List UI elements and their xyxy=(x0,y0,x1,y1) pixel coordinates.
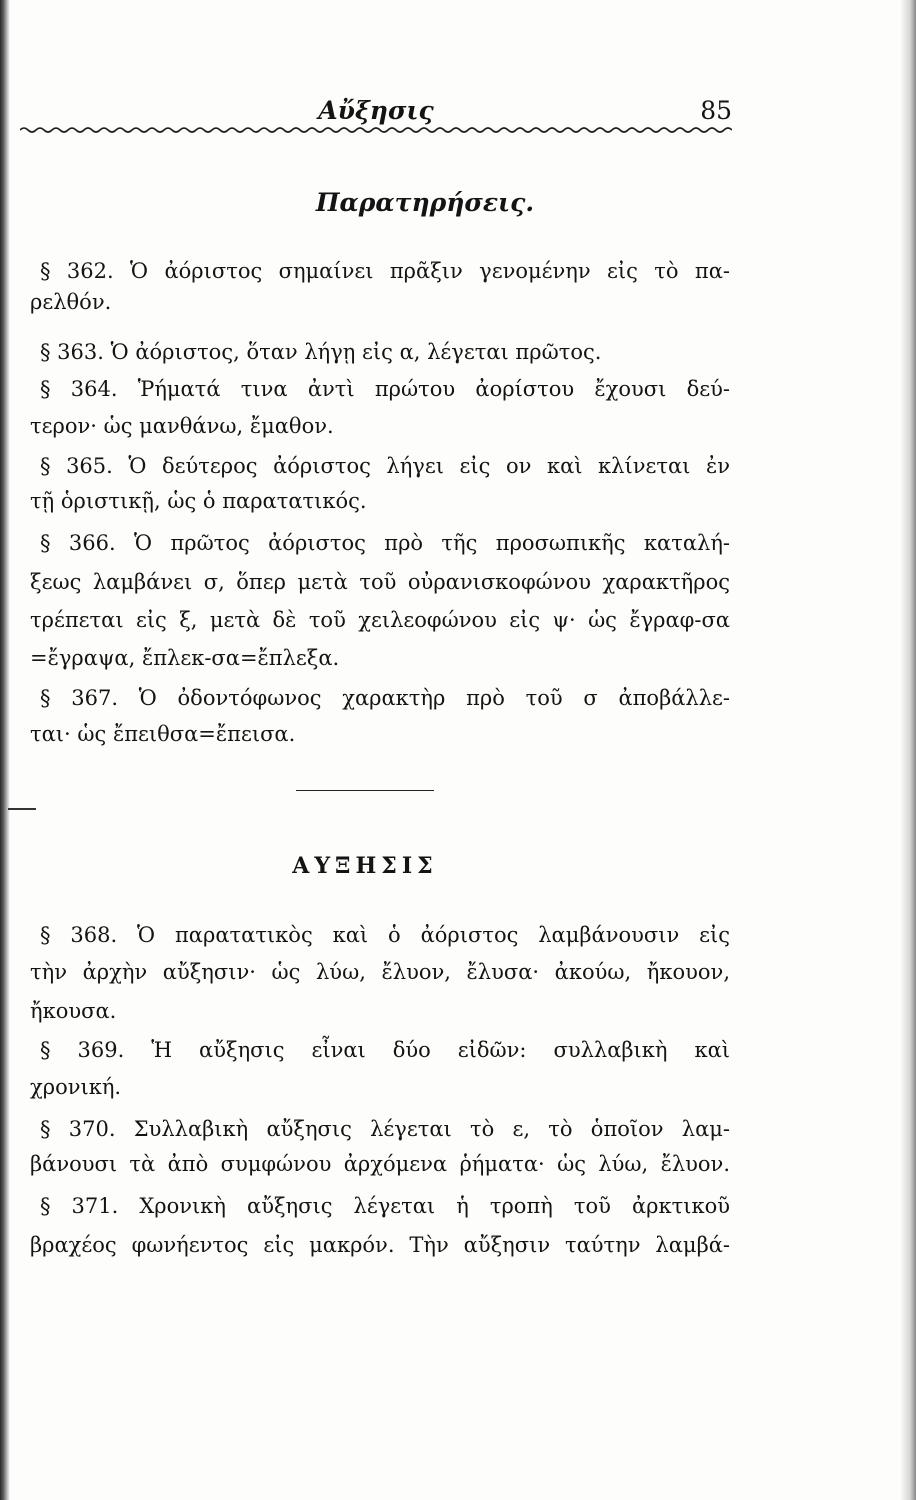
paragraph-line: § 368. Ὁ παρατατικὸς καὶ ὁ ἀόριστος λαμβάνουσιν εἰς xyxy=(40,923,730,947)
page-number: 85 xyxy=(700,96,732,125)
paragraph-line: τὴν ἀρχὴν αὔξησιν· ὡς λύω, ἔλυον, ἔλυσα· ἀκούω, ἤκουον, xyxy=(30,960,730,984)
paragraph-line: § 366. Ὁ πρῶτος ἀόριστος πρὸ τῆς προσωπικῆς καταλή- xyxy=(40,531,730,555)
paragraph-line: ἤκουσα. xyxy=(30,999,117,1023)
paragraph-line: § 363. Ὁ ἀόριστος, ὅταν λήγῃ εἰς α, λέγεται πρῶτος. xyxy=(40,340,602,364)
paragraph-line: =ἔγραψα, ἔπλεκ-σα=ἔπλεξα. xyxy=(30,646,340,670)
paragraph-line: τερον· ὡς μανθάνω, ἔμαθον. xyxy=(30,414,334,438)
page-left-edge xyxy=(0,0,10,1500)
observations-heading: Παρατηρήσεις. xyxy=(315,188,535,217)
paragraph-line: χρονική. xyxy=(30,1075,122,1099)
margin-mark xyxy=(8,808,36,810)
header-wavy-rule xyxy=(20,124,732,136)
paragraph-line: § 365. Ὁ δεύτερος ἀόριστος λήγει εἰς ον καὶ κλίνεται ἐν xyxy=(40,454,730,478)
paragraph-line: βραχέος φωνήεντος εἰς μακρόν. Τὴν αὔξησιν ταύτην λαμβά- xyxy=(30,1233,730,1257)
section-separator xyxy=(296,790,434,791)
paragraph-line: § 364. Ῥήματά τινα ἀντὶ πρώτου ἀορίστου ἔχουσι δεύ- xyxy=(40,377,730,401)
paragraph-line: ται· ὡς ἔπειθσα=ἔπεισα. xyxy=(30,722,296,746)
paragraph-line: τρέπεται εἰς ξ, μετὰ δὲ τοῦ χειλεοφώνου εἰς ψ· ὡς ἔγραφ-σα xyxy=(30,608,730,632)
paragraph-line: § 371. Χρονικὴ αὔξησις λέγεται ἡ τροπὴ τοῦ ἀρκτικοῦ xyxy=(40,1194,730,1218)
paragraph-line: § 367. Ὁ ὀδοντόφωνος χαρακτὴρ πρὸ τοῦ σ ἀποβάλλε- xyxy=(40,686,730,710)
paragraph-line: βάνουσι τὰ ἀπὸ συμφώνου ἀρχόμενα ῥήματα· ὡς λύω, ἔλυον. xyxy=(30,1152,730,1176)
augment-heading: ΑΥΞΗΣΙΣ xyxy=(292,853,438,879)
page-right-edge xyxy=(900,0,916,1500)
paragraph-line: ρελθόν. xyxy=(30,290,112,314)
running-title: Αὔξησις xyxy=(318,96,434,125)
paragraph-line: § 369. Ἡ αὔξησις εἶναι δύο εἰδῶν: συλλαβικὴ καὶ xyxy=(40,1038,730,1062)
paragraph-line: § 362. Ὁ ἀόριστος σημαίνει πρᾶξιν γενομένην εἰς τὸ πα- xyxy=(40,259,730,283)
paragraph-line: ξεως λαμβάνει σ, ὅπερ μετὰ τοῦ οὐρανισκοφώνου χαρακτῆρος xyxy=(30,570,730,594)
paragraph-line: § 370. Συλλαβικὴ αὔξησις λέγεται τὸ ε, τὸ ὁποῖον λαμ- xyxy=(40,1117,730,1141)
paragraph-line: τῇ ὁριστικῇ, ὡς ὁ παρατατικός. xyxy=(30,489,367,513)
